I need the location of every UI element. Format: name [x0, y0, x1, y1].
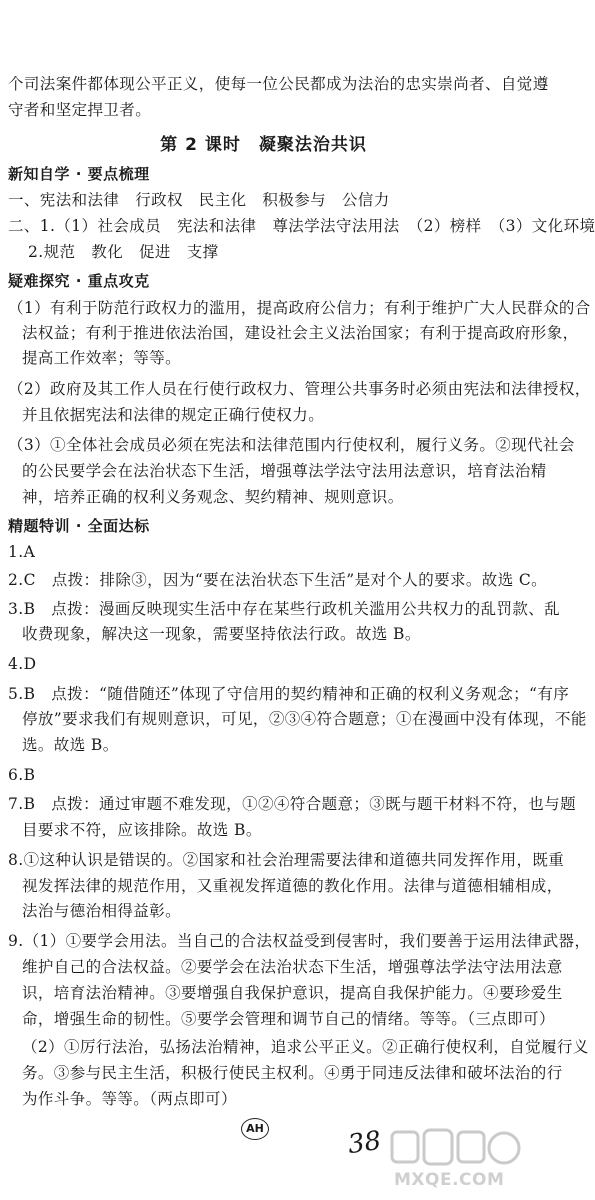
answer-8-line-1: 8.①这种认识是错误的。②国家和社会治理需要法律和道德共同发挥作用，既重	[8, 851, 565, 869]
s2-q1-line-2: 法权益；有利于推进依法治国，建设社会主义法治国家；有利于提高政府形象，	[22, 324, 579, 342]
watermark-graphic-icon	[388, 1124, 524, 1174]
answer-2: 2.C 点拨：排除③，因为“要在法治状态下生活”是对个人的要求。故选 C。	[8, 571, 548, 589]
answer-5-line-2: 停放”要求我们有规则意识，可见，②③④符合题意；①在漫画中没有体现，不能	[22, 710, 587, 728]
lesson-title: 第 2 课时 凝聚法治共识	[160, 135, 367, 155]
answer-3-line-2: 收费现象，解决这一现象，需要坚持依法行政。故选 B。	[22, 625, 421, 643]
watermark-text: MXQE.COM	[394, 1170, 505, 1190]
s2-q1-line-1: （1）有利于防范行政权力的滥用，提高政府公信力；有利于维护广大人民群众的合	[8, 299, 591, 317]
answer-9-line-2: 维护自己的合法权益。②要学会在法治状态下生活，增强尊法学法守法用法意	[22, 958, 563, 976]
answer-1: 1.A	[8, 543, 36, 561]
answer-9-line-5: （2）①厉行法治，弘扬法治精神，追求公平正义。②正确行使权利，自觉履行义	[22, 1038, 589, 1056]
s2-q3-line-1: （3）①全体社会成员必须在宪法和法律范围内行使权利，履行义务。②现代社会	[8, 436, 575, 454]
section-heading-exploration: 疑难探究 · 重点攻克	[8, 272, 150, 290]
answer-9-line-7: 为作斗争。等等。（两点即可）	[22, 1090, 237, 1108]
intro-line-2: 守者和坚定捍卫者。	[8, 101, 152, 119]
answer-8-line-2: 视发挥法律的规范作用，又重视发挥道德的教化作用。法律与道德相辅相成，	[22, 877, 563, 895]
answer-4: 4.D	[8, 655, 37, 673]
ah-badge: AH	[241, 1118, 269, 1140]
s2-q3-line-2: 的公民要学会在法治状态下生活，增强尊法学法守法用法意识，培育法治精	[22, 462, 547, 480]
intro-line-1: 个司法案件都体现公平正义，使每一位公民都成为法治的忠实崇尚者、自觉遵	[8, 75, 549, 93]
answer-9-line-3: 识，培育法治精神。③要增强自我保护意识，提高自我保护能力。④要珍爱生	[22, 984, 563, 1002]
section-heading-new-knowledge: 新知自学 · 要点梳理	[8, 165, 150, 183]
s2-q2-line-2: 并且依据宪法和法律的规定正确行使权力。	[22, 406, 325, 424]
answer-7-line-1: 7.B 点拨：通过审题不难发现，①②④符合题意；③既与题干材料不符，也与题	[8, 795, 576, 813]
s1-line-3: 2.规范 教化 促进 支撑	[28, 243, 219, 261]
answer-9-line-6: 务。③参与民主生活，积极行使民主权利。④勇于同违反法律和破坏法治的行	[22, 1064, 563, 1082]
s2-q3-line-3: 神，培养正确的权利义务观念、契约精神、规则意识。	[22, 488, 404, 506]
answer-6: 6.B	[8, 766, 36, 784]
answer-8-line-3: 法治与德治相得益彰。	[22, 902, 182, 920]
section-heading-practice: 精题特训 · 全面达标	[8, 517, 150, 535]
answer-9-line-1: 9.（1）①要学会用法。当自己的合法权益受到侵害时，我们要善于运用法律武器，	[8, 932, 591, 950]
s1-line-1: 一、宪法和法律 行政权 民主化 积极参与 公信力	[8, 191, 390, 209]
answer-5-line-1: 5.B 点拨：“随借随还”体现了守信用的契约精神和正确的权利义务观念；“有序	[8, 685, 570, 703]
s2-q2-line-1: （2）政府及其工作人员在行使行政权力、管理公共事务时必须由宪法和法律授权，	[8, 380, 591, 398]
s2-q1-line-3: 提高工作效率；等等。	[22, 349, 182, 367]
page-number: 38	[346, 1125, 384, 1161]
s1-line-2: 二、1.（1）社会成员 宪法和法律 尊法学法守法用法 （2）榜样 （3）文化环境	[8, 217, 595, 235]
answer-9-line-4: 命，增强生命的韧性。⑤要学会管理和调节自己的情绪。等等。（三点即可）	[22, 1010, 555, 1028]
watermark-logo	[388, 1124, 524, 1198]
answer-3-line-1: 3.B 点拨：漫画反映现实生活中存在某些行政机关滥用公共权力的乱罚款、乱	[8, 600, 561, 618]
answer-7-line-2: 目要求不符，应该排除。故选 B。	[22, 821, 262, 839]
answer-5-line-3: 选。故选 B。	[22, 736, 119, 754]
